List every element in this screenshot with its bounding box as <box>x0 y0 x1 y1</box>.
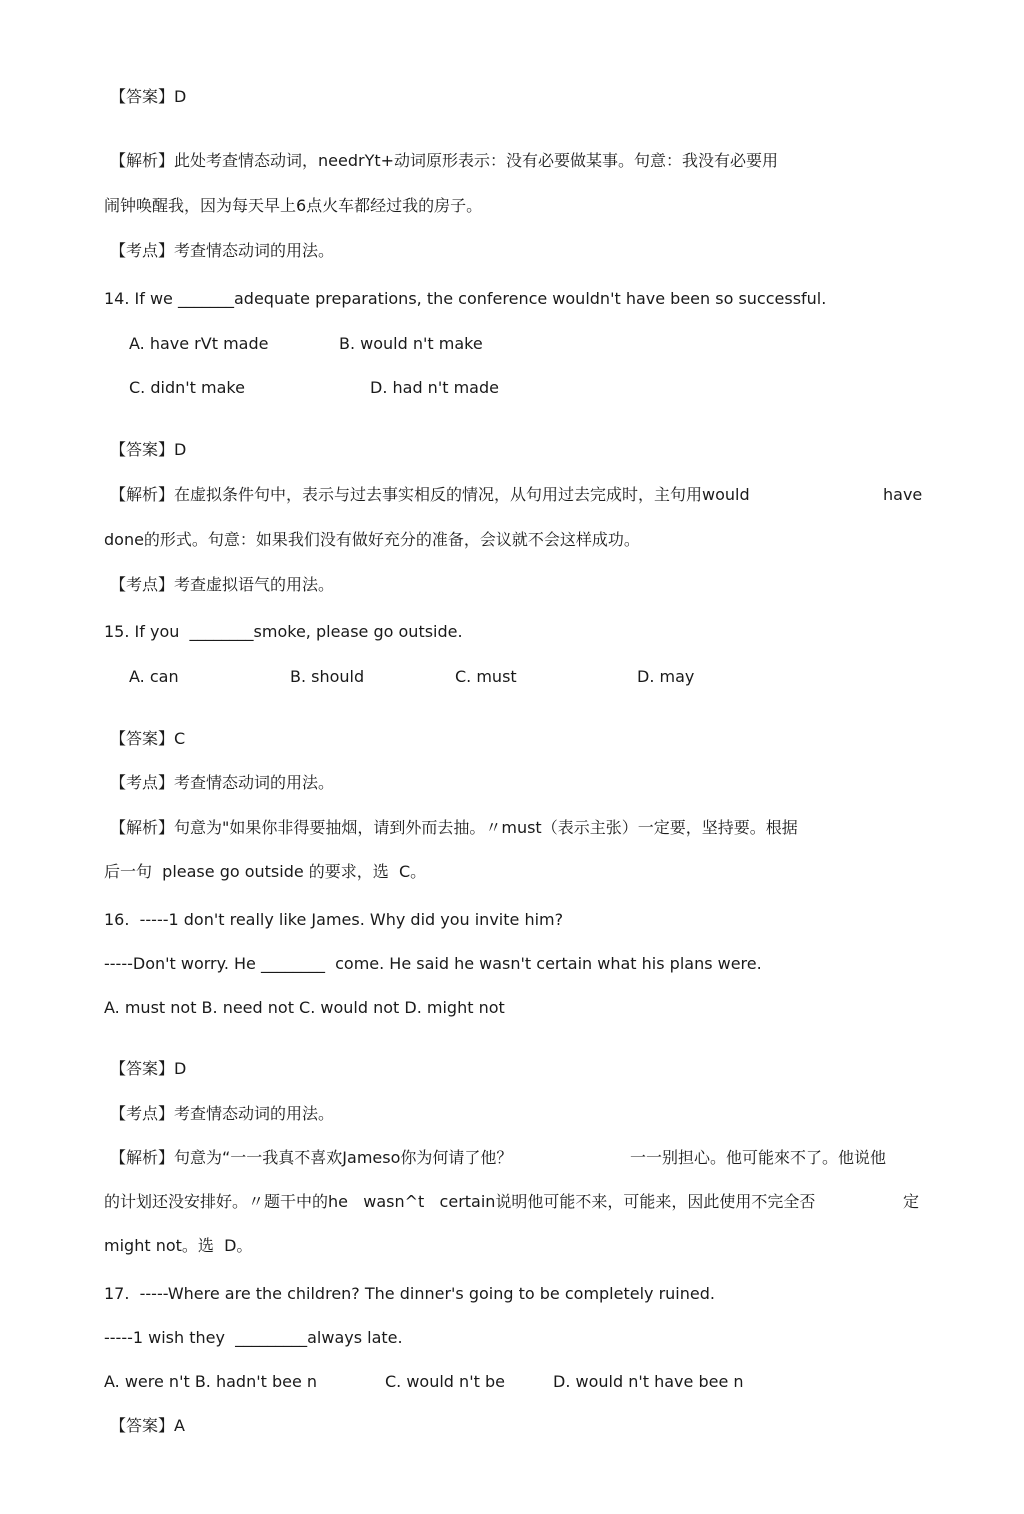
analysis-line: 定 <box>903 1192 920 1211</box>
answer-line: 【答案】D <box>110 440 187 459</box>
key-point-line: 【考点】考查情态动词的用法。 <box>110 773 335 792</box>
option-d: D. would n't have bee n <box>553 1372 744 1391</box>
question-15: 15. If you ________smoke, please go outside. <box>104 622 463 641</box>
analysis-line: 【解析】句意为“一一我真不喜欢Jameso你为何请了他？ <box>110 1148 513 1167</box>
option-c: C. would n't be <box>385 1372 505 1391</box>
option-c: C. didn't make <box>129 378 245 397</box>
key-point-line: 【考点】考查情态动词的用法。 <box>110 241 335 260</box>
answer-line: 【答案】D <box>110 1059 187 1078</box>
option-ab: A. were n't B. hadn't bee n <box>104 1372 318 1391</box>
answer-line: 【答案】D <box>110 87 187 106</box>
question-17: 17. -----Where are the children? The dinner's going to be completely ruined. <box>104 1284 715 1303</box>
analysis-line: 的计划还没安排好。〃题干中的he wasn^t certain说明他可能不来，可能来，因此使用不完全否 <box>104 1192 816 1211</box>
analysis-line: 【解析】在虚拟条件句中，表示与过去事实相反的情况，从句用过去完成时，主句用would <box>110 485 750 504</box>
key-point-line: 【考点】考查虚拟语气的用法。 <box>110 575 335 594</box>
question-16: 16. -----1 don't really like James. Why did you invite him? <box>104 910 564 929</box>
option-c: C. must <box>455 667 517 686</box>
question-16-line2: -----Don't worry. He ________ come. He said he wasn't certain what his plans were. <box>104 954 762 973</box>
option-a: A. can <box>129 667 179 686</box>
analysis-line: 闹钟唤醒我，因为每天早上6点火车都经过我的房子。 <box>104 196 483 215</box>
analysis-line: might not。选 D。 <box>104 1236 253 1255</box>
analysis-line: 【解析】此处考查情态动词，needrYt+动词原形表示：没有必要做某事。句意：我没有必要用 <box>110 151 779 170</box>
analysis-line: 一一别担心。他可能來不了。他说他 <box>630 1148 887 1167</box>
option-a: A. have rVt made <box>129 334 269 353</box>
option-d: D. had n't made <box>370 378 499 397</box>
answer-line: 【答案】A <box>110 1416 185 1435</box>
analysis-line: done的形式。句意：如果我们没有做好充分的准备，会议就不会这样成功。 <box>104 530 640 549</box>
question-17-line2: -----1 wish they _________always late. <box>104 1328 403 1347</box>
analysis-line: 【解析】句意为"如果你非得要抽烟，请到外而去抽。〃must（表示主张）一定要，坚持要。根据 <box>110 818 798 837</box>
option-d: D. may <box>637 667 695 686</box>
question-16-options: A. must not B. need not C. would not D. might not <box>104 998 505 1017</box>
option-b: B. would n't make <box>339 334 483 353</box>
analysis-line: 后一句 please go outside 的要求，选 C。 <box>104 862 427 881</box>
key-point-line: 【考点】考查情态动词的用法。 <box>110 1104 335 1123</box>
answer-line: 【答案】C <box>110 729 186 748</box>
option-b: B. should <box>290 667 365 686</box>
analysis-line: have <box>883 485 923 504</box>
question-14: 14. If we _______adequate preparations, the conference wouldn't have been so successful. <box>104 289 827 308</box>
